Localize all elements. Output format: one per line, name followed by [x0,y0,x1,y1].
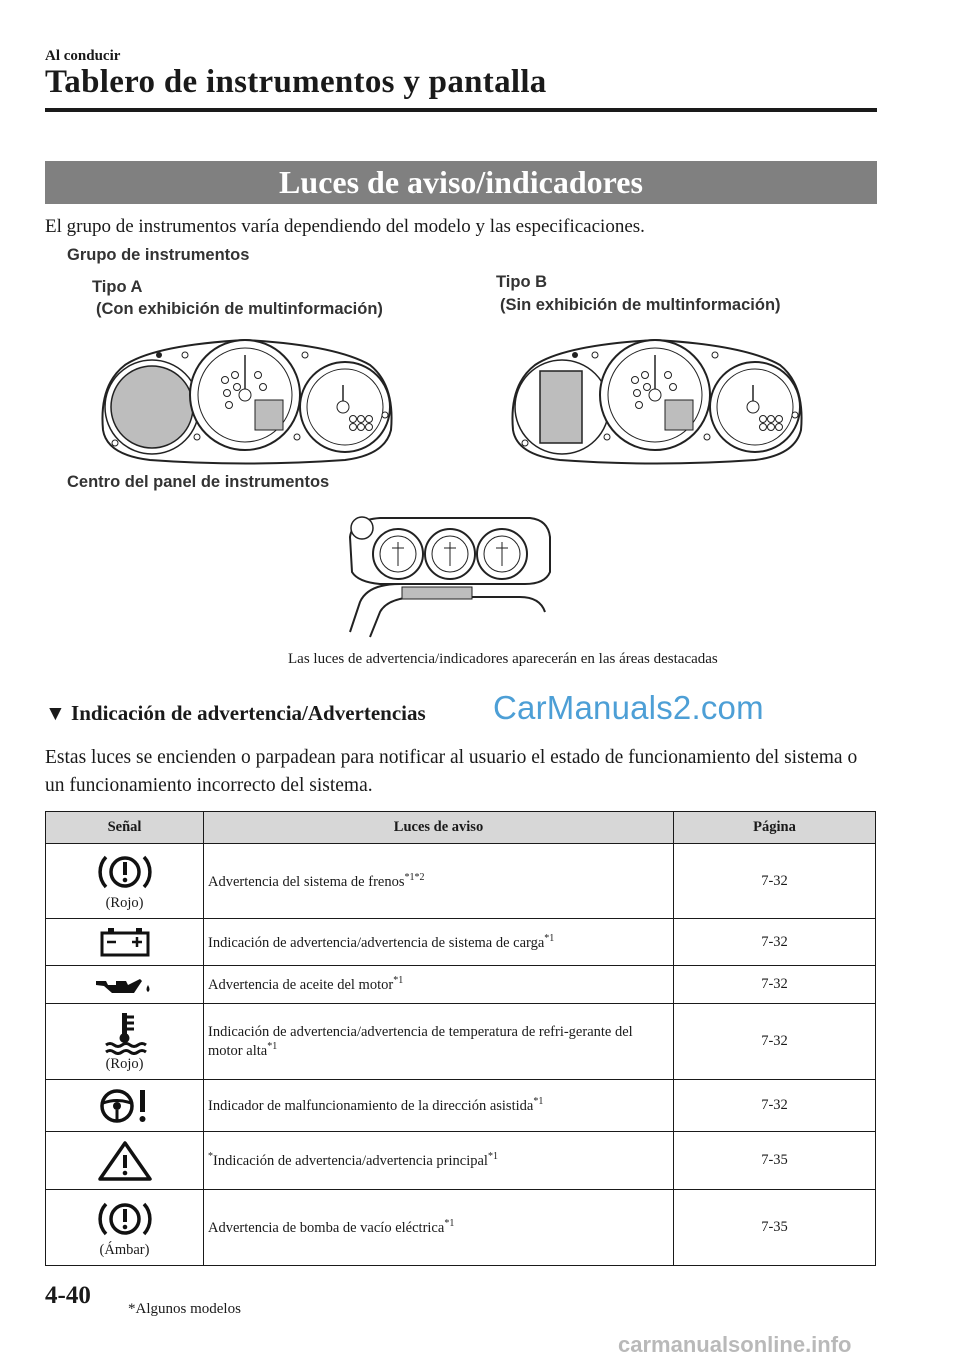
body-paragraph: Estas luces se encienden o parpadean para notificar al usuario el estado de funcionamiento del sistema o un funcionamiento incorrecto del sistema. [45,747,858,796]
signal-cell [46,1004,204,1080]
type-a-sublabel: (Con exhibición de multinformación) [96,300,383,318]
signal-cell [46,1190,204,1266]
description-cell: Indicación de advertencia/advertencia de sistema de carga$^{*1}$ [204,919,674,966]
figure-group-label: Grupo de instrumentos [67,246,250,264]
table-row [46,1004,876,1080]
watermark-logo: CarManuals2.com [493,689,764,726]
page-cell: 7-35 [674,1190,876,1266]
cluster-type-a-illustration [95,325,400,470]
color-note: (Rojo) [105,1055,144,1072]
description-cell: Advertencia de bomba de vacío eléctrica$^{*1}$ [204,1190,674,1266]
signal-cell [46,1080,204,1132]
table-row [46,1190,876,1266]
table-row [46,844,876,919]
signal-cell [46,966,204,1004]
power-steering-icon [95,1086,155,1126]
page-number: 4-40 [45,1282,91,1309]
type-b-label: Tipo B [496,273,548,291]
triangle-marker-icon: ▼ [45,701,66,725]
header-signal: Señal [46,812,204,844]
type-b-sublabel: (Sin exhibición de multinformación) [500,296,781,314]
table-row [46,1080,876,1132]
section-label: Al conducir [45,48,121,64]
warning-lights-table [45,811,876,1266]
page-cell: 7-32 [674,966,876,1004]
center-panel-label: Centro del panel de instrumentos [67,473,330,491]
header-page: Página [674,812,876,844]
page-cell: 7-32 [674,844,876,919]
battery-charge-icon [96,925,154,959]
master-warning-icon [96,1139,154,1183]
vacuum-pump-warning-icon [96,1197,154,1241]
description-cell: Indicación de advertencia/advertencia de temperatura de refri-gerante del motor alta$^{*1}$ [204,1004,674,1080]
page-cell: 7-32 [674,919,876,966]
table-row [46,919,876,966]
table-row [46,1132,876,1190]
table-header-row [46,812,876,844]
page-cell: 7-32 [674,1080,876,1132]
oil-pressure-icon [94,971,156,999]
intro-text: El grupo de instrumentos varía dependiendo del modelo y las especificaciones. [45,216,645,237]
section-banner: Luces de aviso/indicadores [45,161,877,204]
color-note: (Rojo) [105,895,144,911]
page-cell: 7-35 [674,1132,876,1190]
description-cell: *Indicación de advertencia/advertencia principal$^{*1}$ [204,1132,674,1190]
signal-cell [46,844,204,919]
type-a-label: Tipo A [92,278,143,296]
color-note: (Ámbar) [99,1241,150,1258]
footnote: *Algunos modelos [128,1301,241,1317]
subsection-title: Indicación de advertencia/Advertencias [71,701,426,725]
description-cell: Indicador de malfuncionamiento de la dirección asistida$^{*1}$ [204,1080,674,1132]
subsection-heading [45,701,426,726]
cluster-type-b-illustration [505,325,810,470]
table-row [46,966,876,1004]
description-cell: Advertencia del sistema de frenos$^{*1*2}$ [204,844,674,919]
signal-cell [46,919,204,966]
heading-divider [45,108,877,112]
footer-watermark: carmanualsonline.info [618,1332,852,1357]
signal-cell [46,1132,204,1190]
header-warning-lights: Luces de aviso [204,812,674,844]
center-panel-illustration [340,512,555,640]
coolant-temperature-icon [100,1011,150,1055]
page-cell: 7-32 [674,1004,876,1080]
brake-warning-icon [96,850,154,894]
page-title: Tablero de instrumentos y pantalla [45,64,547,100]
description-cell: Advertencia de aceite del motor$^{*1}$ [204,966,674,1004]
figure-caption: Las luces de advertencia/indicadores aparecerán en las áreas destacadas [288,651,718,667]
